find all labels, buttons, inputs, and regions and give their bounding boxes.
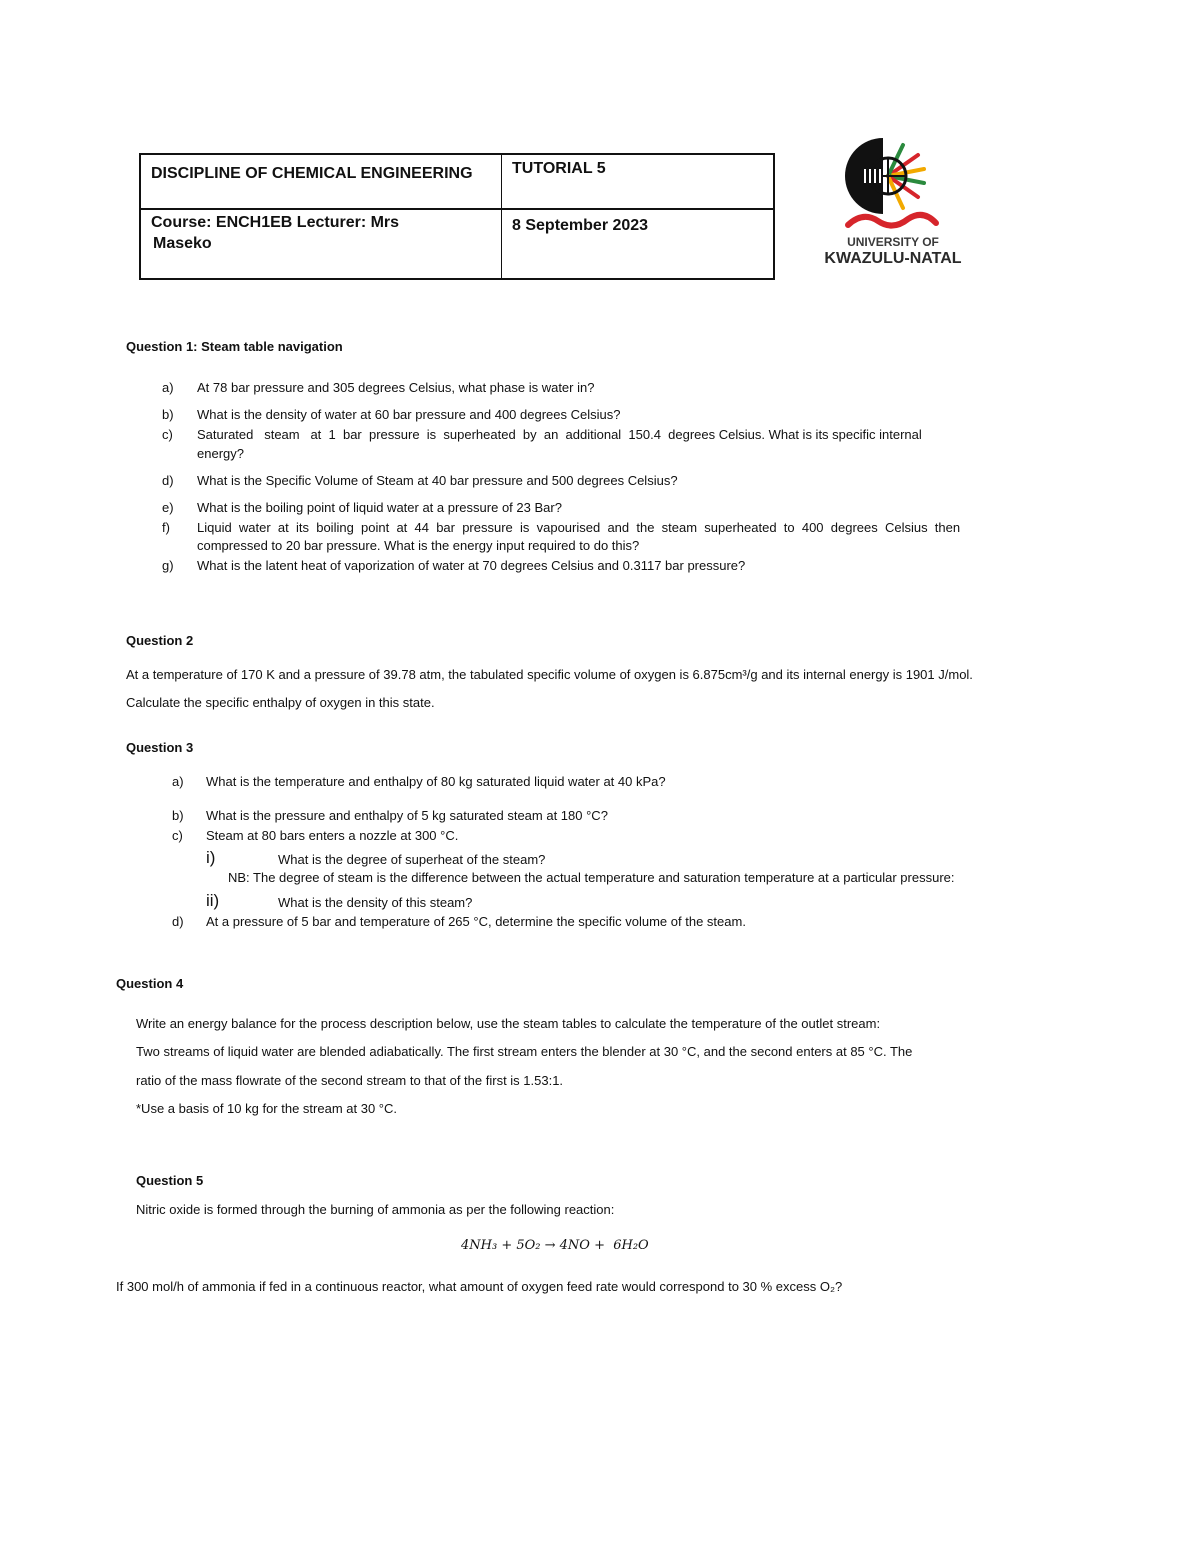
q5-text-line-2: If 300 mol/h of ammonia if fed in a continuous reactor, what amount of oxygen feed rate would correspond to 30 % excess O₂? xyxy=(116,1279,843,1294)
q2-text-line-1: At a temperature of 170 K and a pressure of 39.78 atm, the tabulated specific volume of oxygen is 6.875cm³/g and its internal energy is 1901 J/mol. xyxy=(126,667,973,682)
header-table xyxy=(139,153,775,280)
q1-g-label: g) xyxy=(162,558,174,573)
q4-text-line-1: Write an energy balance for the process description below, use the steam tables to calculate the temperature of the outlet stream: xyxy=(136,1016,881,1031)
q3-d-label: d) xyxy=(172,914,184,929)
q1-d-text: What is the Specific Volume of Steam at 40 bar pressure and 500 degrees Celsius? xyxy=(197,473,678,488)
university-logo xyxy=(818,133,968,273)
q5-text-line-1: Nitric oxide is formed through the burning of ammonia as per the following reaction: xyxy=(136,1202,615,1217)
q1-f-text-line-1: Liquid water at its boiling point at 44 bar pressure is vapourised and the steam superheated to 400 degrees Celsius then xyxy=(197,520,961,535)
q1-c-label: c) xyxy=(162,427,173,442)
q1-f-label: f) xyxy=(162,520,170,535)
q3-c-label: c) xyxy=(172,828,183,843)
q3-c-text: Steam at 80 bars enters a nozzle at 300 °C. xyxy=(206,828,459,843)
question-5-title: Question 5 xyxy=(136,1173,204,1188)
q3-a-text: What is the temperature and enthalpy of 80 kg saturated liquid water at 40 kPa? xyxy=(206,774,666,789)
tutorial-cell: TUTORIAL 5 xyxy=(512,160,606,177)
q1-d-label: d) xyxy=(162,473,174,488)
q3-cii-label: ii) xyxy=(206,891,220,910)
q3-cii-text: What is the density of this steam? xyxy=(278,895,473,910)
question-2-title: Question 2 xyxy=(126,633,194,648)
discipline-cell: DISCIPLINE OF CHEMICAL ENGINEERING xyxy=(151,165,473,182)
logo-line-1: UNIVERSITY OF xyxy=(847,235,939,249)
question-4-title: Question 4 xyxy=(116,976,184,991)
q1-e-text: What is the boiling point of liquid water at a pressure of 23 Bar? xyxy=(197,500,562,515)
q1-e-label: e) xyxy=(162,500,174,515)
q1-a-text: At 78 bar pressure and 305 degrees Celsius, what phase is water in? xyxy=(197,380,595,395)
q1-g-text: What is the latent heat of vaporization of water at 70 degrees Celsius and 0.3117 bar pressure? xyxy=(197,558,746,573)
q5-reaction-equation: 4NH₃ + 5O₂ → 4NO + 6H₂O xyxy=(461,1238,649,1253)
q4-text-line-2: Two streams of liquid water are blended adiabatically. The first stream enters the blender at 30 °C, and the second enters at 85 °C. The xyxy=(136,1044,913,1059)
q4-text-line-3: ratio of the mass flowrate of the second stream to that of the first is 1.53:1. xyxy=(136,1073,564,1088)
q2-text-line-2: Calculate the specific enthalpy of oxygen in this state. xyxy=(126,695,435,710)
q3-nb-text: NB: The degree of steam is the difference between the actual temperature and saturation temperature at a particular pressure: xyxy=(228,870,955,885)
course-line-2: Maseko xyxy=(153,235,212,252)
ukzn-emblem-icon xyxy=(818,133,968,233)
q3-d-text: At a pressure of 5 bar and temperature of 265 °C, determine the specific volume of the steam. xyxy=(206,914,746,929)
course-cell xyxy=(151,212,399,254)
q1-f-text-line-2: compressed to 20 bar pressure. What is the energy input required to do this? xyxy=(197,538,640,553)
course-line-1: Course: ENCH1EB Lecturer: Mrs xyxy=(151,214,400,231)
q1-b-text: What is the density of water at 60 bar pressure and 400 degrees Celsius? xyxy=(197,407,621,422)
q3-b-text: What is the pressure and enthalpy of 5 kg saturated steam at 180 °C? xyxy=(206,808,608,823)
q3-a-label: a) xyxy=(172,774,184,789)
logo-line-2: KWAZULU-NATAL xyxy=(824,250,962,267)
q3-ci-text: What is the degree of superheat of the steam? xyxy=(278,852,546,867)
q1-a-label: a) xyxy=(162,380,174,395)
q3-ci-label: i) xyxy=(206,848,216,867)
date-cell: 8 September 2023 xyxy=(512,217,649,234)
q1-c-text-line-1: Saturated steam at 1 bar pressure is superheated by an additional 150.4 degrees Celsius. What is its specific internal xyxy=(197,427,922,442)
q1-b-label: b) xyxy=(162,407,174,422)
q1-c-text-line-2: energy? xyxy=(197,446,244,461)
question-1-title: Question 1: Steam table navigation xyxy=(126,339,343,354)
question-3-title: Question 3 xyxy=(126,740,194,755)
q4-text-line-4: *Use a basis of 10 kg for the stream at 30 °C. xyxy=(136,1101,397,1116)
q3-b-label: b) xyxy=(172,808,184,823)
header-divider xyxy=(501,155,502,278)
